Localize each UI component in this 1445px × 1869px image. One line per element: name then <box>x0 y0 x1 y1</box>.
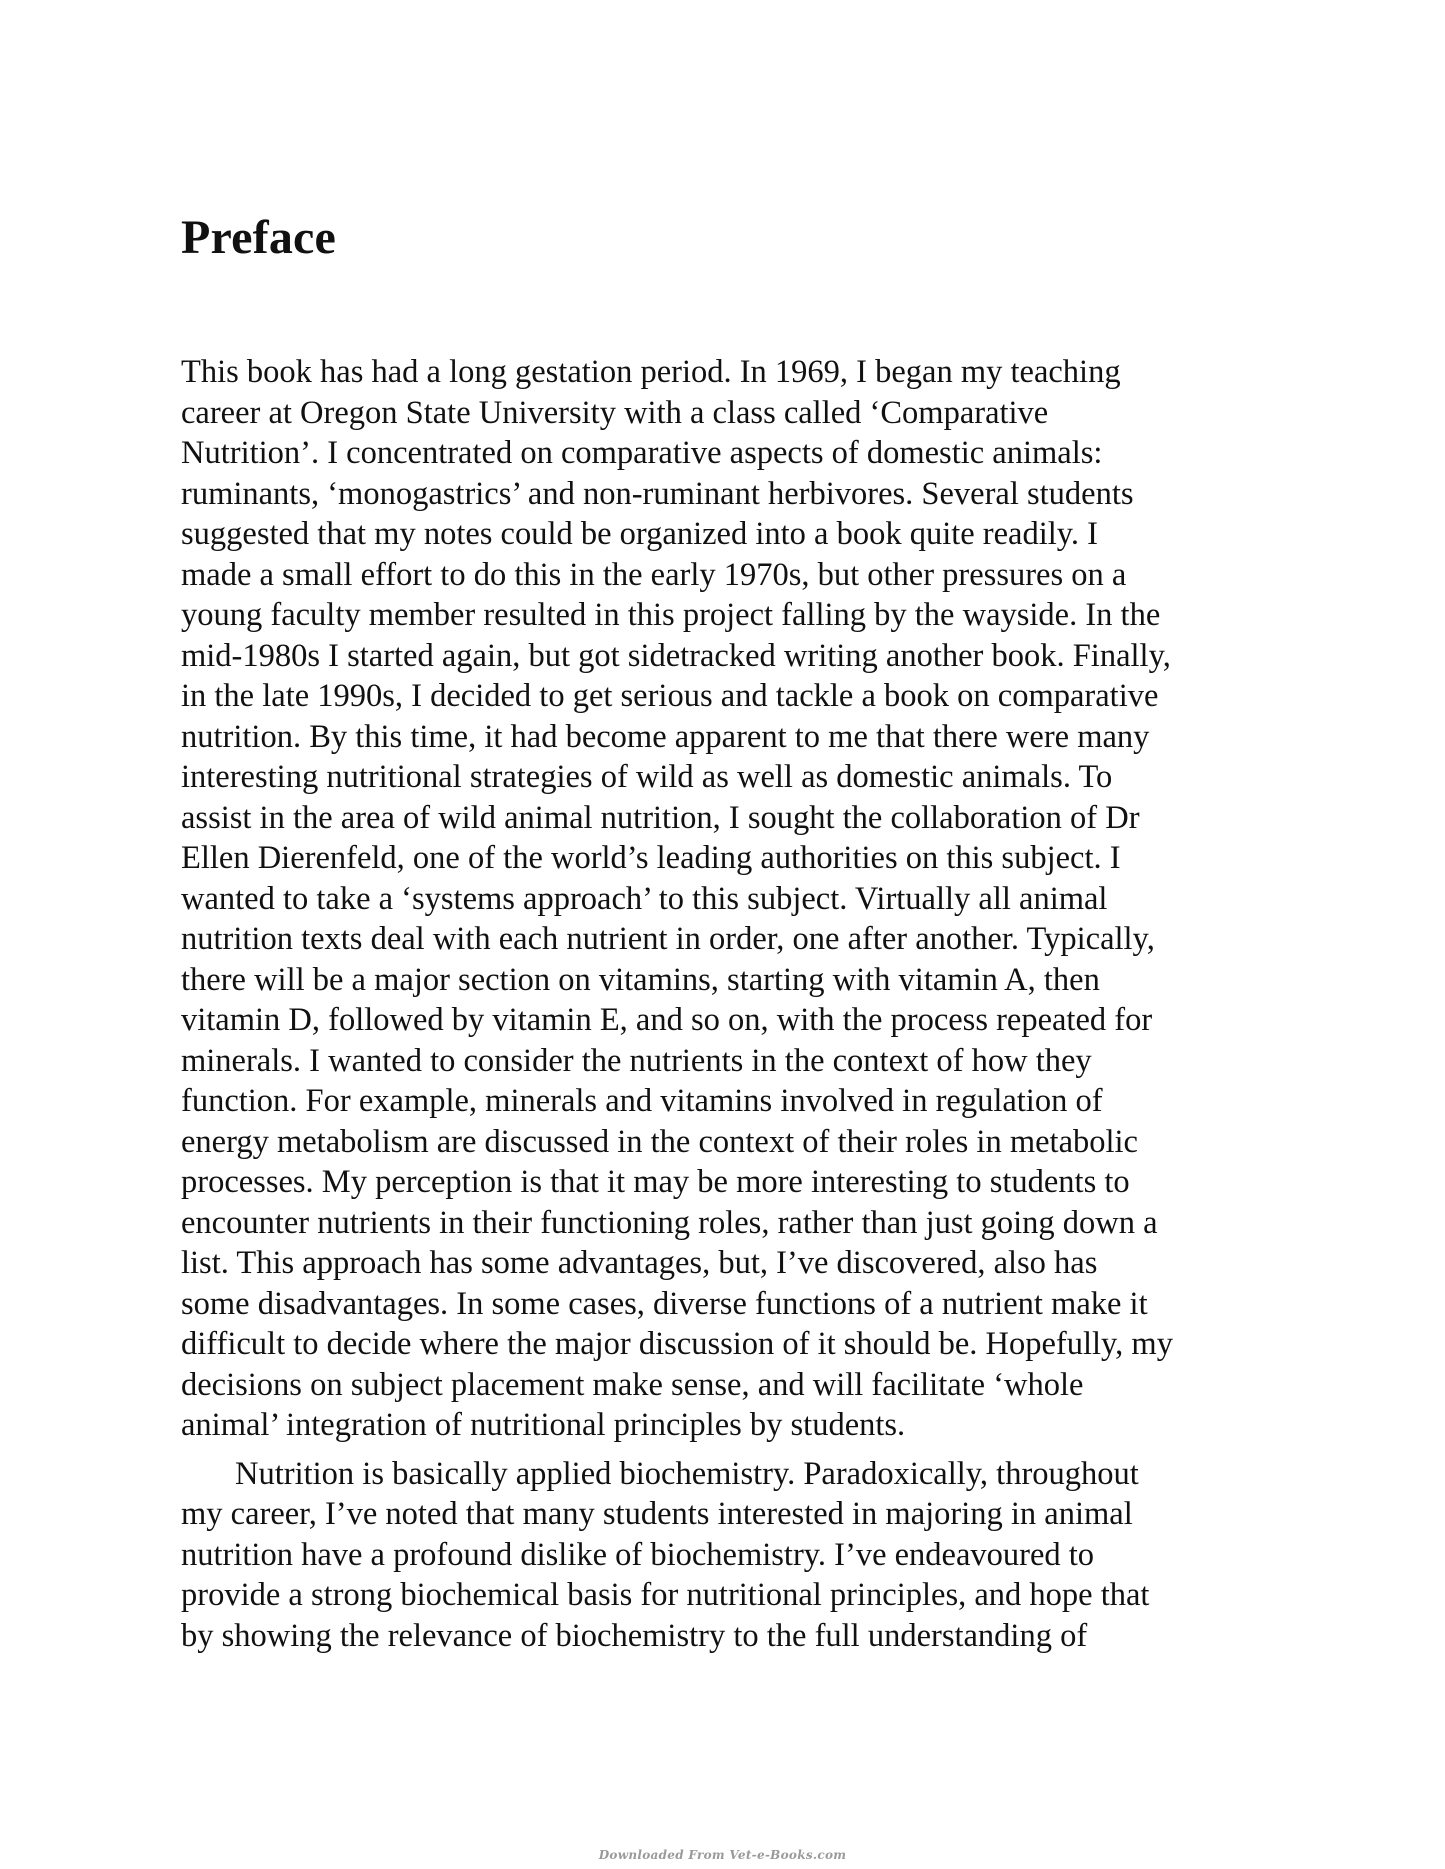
text-line: my career, I’ve noted that many students interested in majoring in animal <box>181 1496 1133 1532</box>
text-line: decisions on subject placement make sense, and will facilitate ‘whole <box>181 1366 1084 1403</box>
text-line: young faculty member resulted in this project falling by the wayside. In the <box>181 597 1161 633</box>
text-line: mid-1980s I started again, but got sidetracked writing another book. Finally, <box>181 637 1171 674</box>
text-line: list. This approach has some advantages, but, I’ve discovered, also has <box>181 1245 1098 1281</box>
text-line: career at Oregon State University with a class called ‘Comparative <box>181 394 1049 431</box>
text-line: energy metabolism are discussed in the context of their roles in metabolic <box>181 1123 1138 1160</box>
text-line: made a small effort to do this in the early 1970s, but other pressures on a <box>181 556 1127 593</box>
text-line: some disadvantages. In some cases, diverse functions of a nutrient make it <box>181 1285 1148 1322</box>
text-line: Nutrition is basically applied biochemistry. Paradoxically, throughout <box>235 1455 1139 1492</box>
text-line: in the late 1990s, I decided to get serious and tackle a book on comparative <box>181 678 1159 714</box>
text-line: there will be a major section on vitamins, starting with vitamin A, then <box>181 961 1100 998</box>
text-line: nutrition texts deal with each nutrient in order, one after another. Typically, <box>181 921 1155 957</box>
page-heading: Preface <box>181 211 337 264</box>
text-line: function. For example, minerals and vitamins involved in regulation of <box>181 1083 1103 1119</box>
text-line: provide a strong biochemical basis for nutritional principles, and hope that <box>181 1577 1150 1613</box>
text-line: encounter nutrients in their functioning roles, rather than just going down a <box>181 1204 1158 1241</box>
text-line: Ellen Dierenfeld, one of the world’s leading authorities on this subject. I <box>181 840 1121 876</box>
text-line: nutrition have a profound dislike of biochemistry. I’ve endeavoured to <box>181 1536 1095 1573</box>
text-line: wanted to take a ‘systems approach’ to this subject. Virtually all animal <box>181 880 1108 917</box>
paragraph <box>181 1454 1291 1657</box>
text-line: minerals. I wanted to consider the nutrients in the context of how they <box>181 1042 1092 1079</box>
text-line: nutrition. By this time, it had become apparent to me that there were many <box>181 718 1150 755</box>
text-line: assist in the area of wild animal nutrition, I sought the collaboration of Dr <box>181 799 1140 836</box>
paragraph <box>181 352 1291 1446</box>
download-watermark: Downloaded From Vet-e-Books.com <box>598 1848 847 1862</box>
text-line: ruminants, ‘monogastrics’ and non-ruminant herbivores. Several students <box>181 475 1134 512</box>
text-line: by showing the relevance of biochemistry to the full understanding of <box>181 1617 1088 1654</box>
text-line: Nutrition’. I concentrated on comparative aspects of domestic animals: <box>181 435 1103 471</box>
text-line: difficult to decide where the major discussion of it should be. Hopefully, my <box>181 1326 1173 1362</box>
body-text <box>181 352 1291 1656</box>
text-line: animal’ integration of nutritional principles by students. <box>181 1407 906 1443</box>
text-line: interesting nutritional strategies of wild as well as domestic animals. To <box>181 759 1113 795</box>
text-line: processes. My perception is that it may be more interesting to students to <box>181 1164 1130 1200</box>
text-line: vitamin D, followed by vitamin E, and so on, with the process repeated for <box>181 1002 1153 1038</box>
text-line: suggested that my notes could be organized into a book quite readily. I <box>181 516 1098 552</box>
text-line: This book has had a long gestation period. In 1969, I began my teaching <box>181 354 1121 390</box>
